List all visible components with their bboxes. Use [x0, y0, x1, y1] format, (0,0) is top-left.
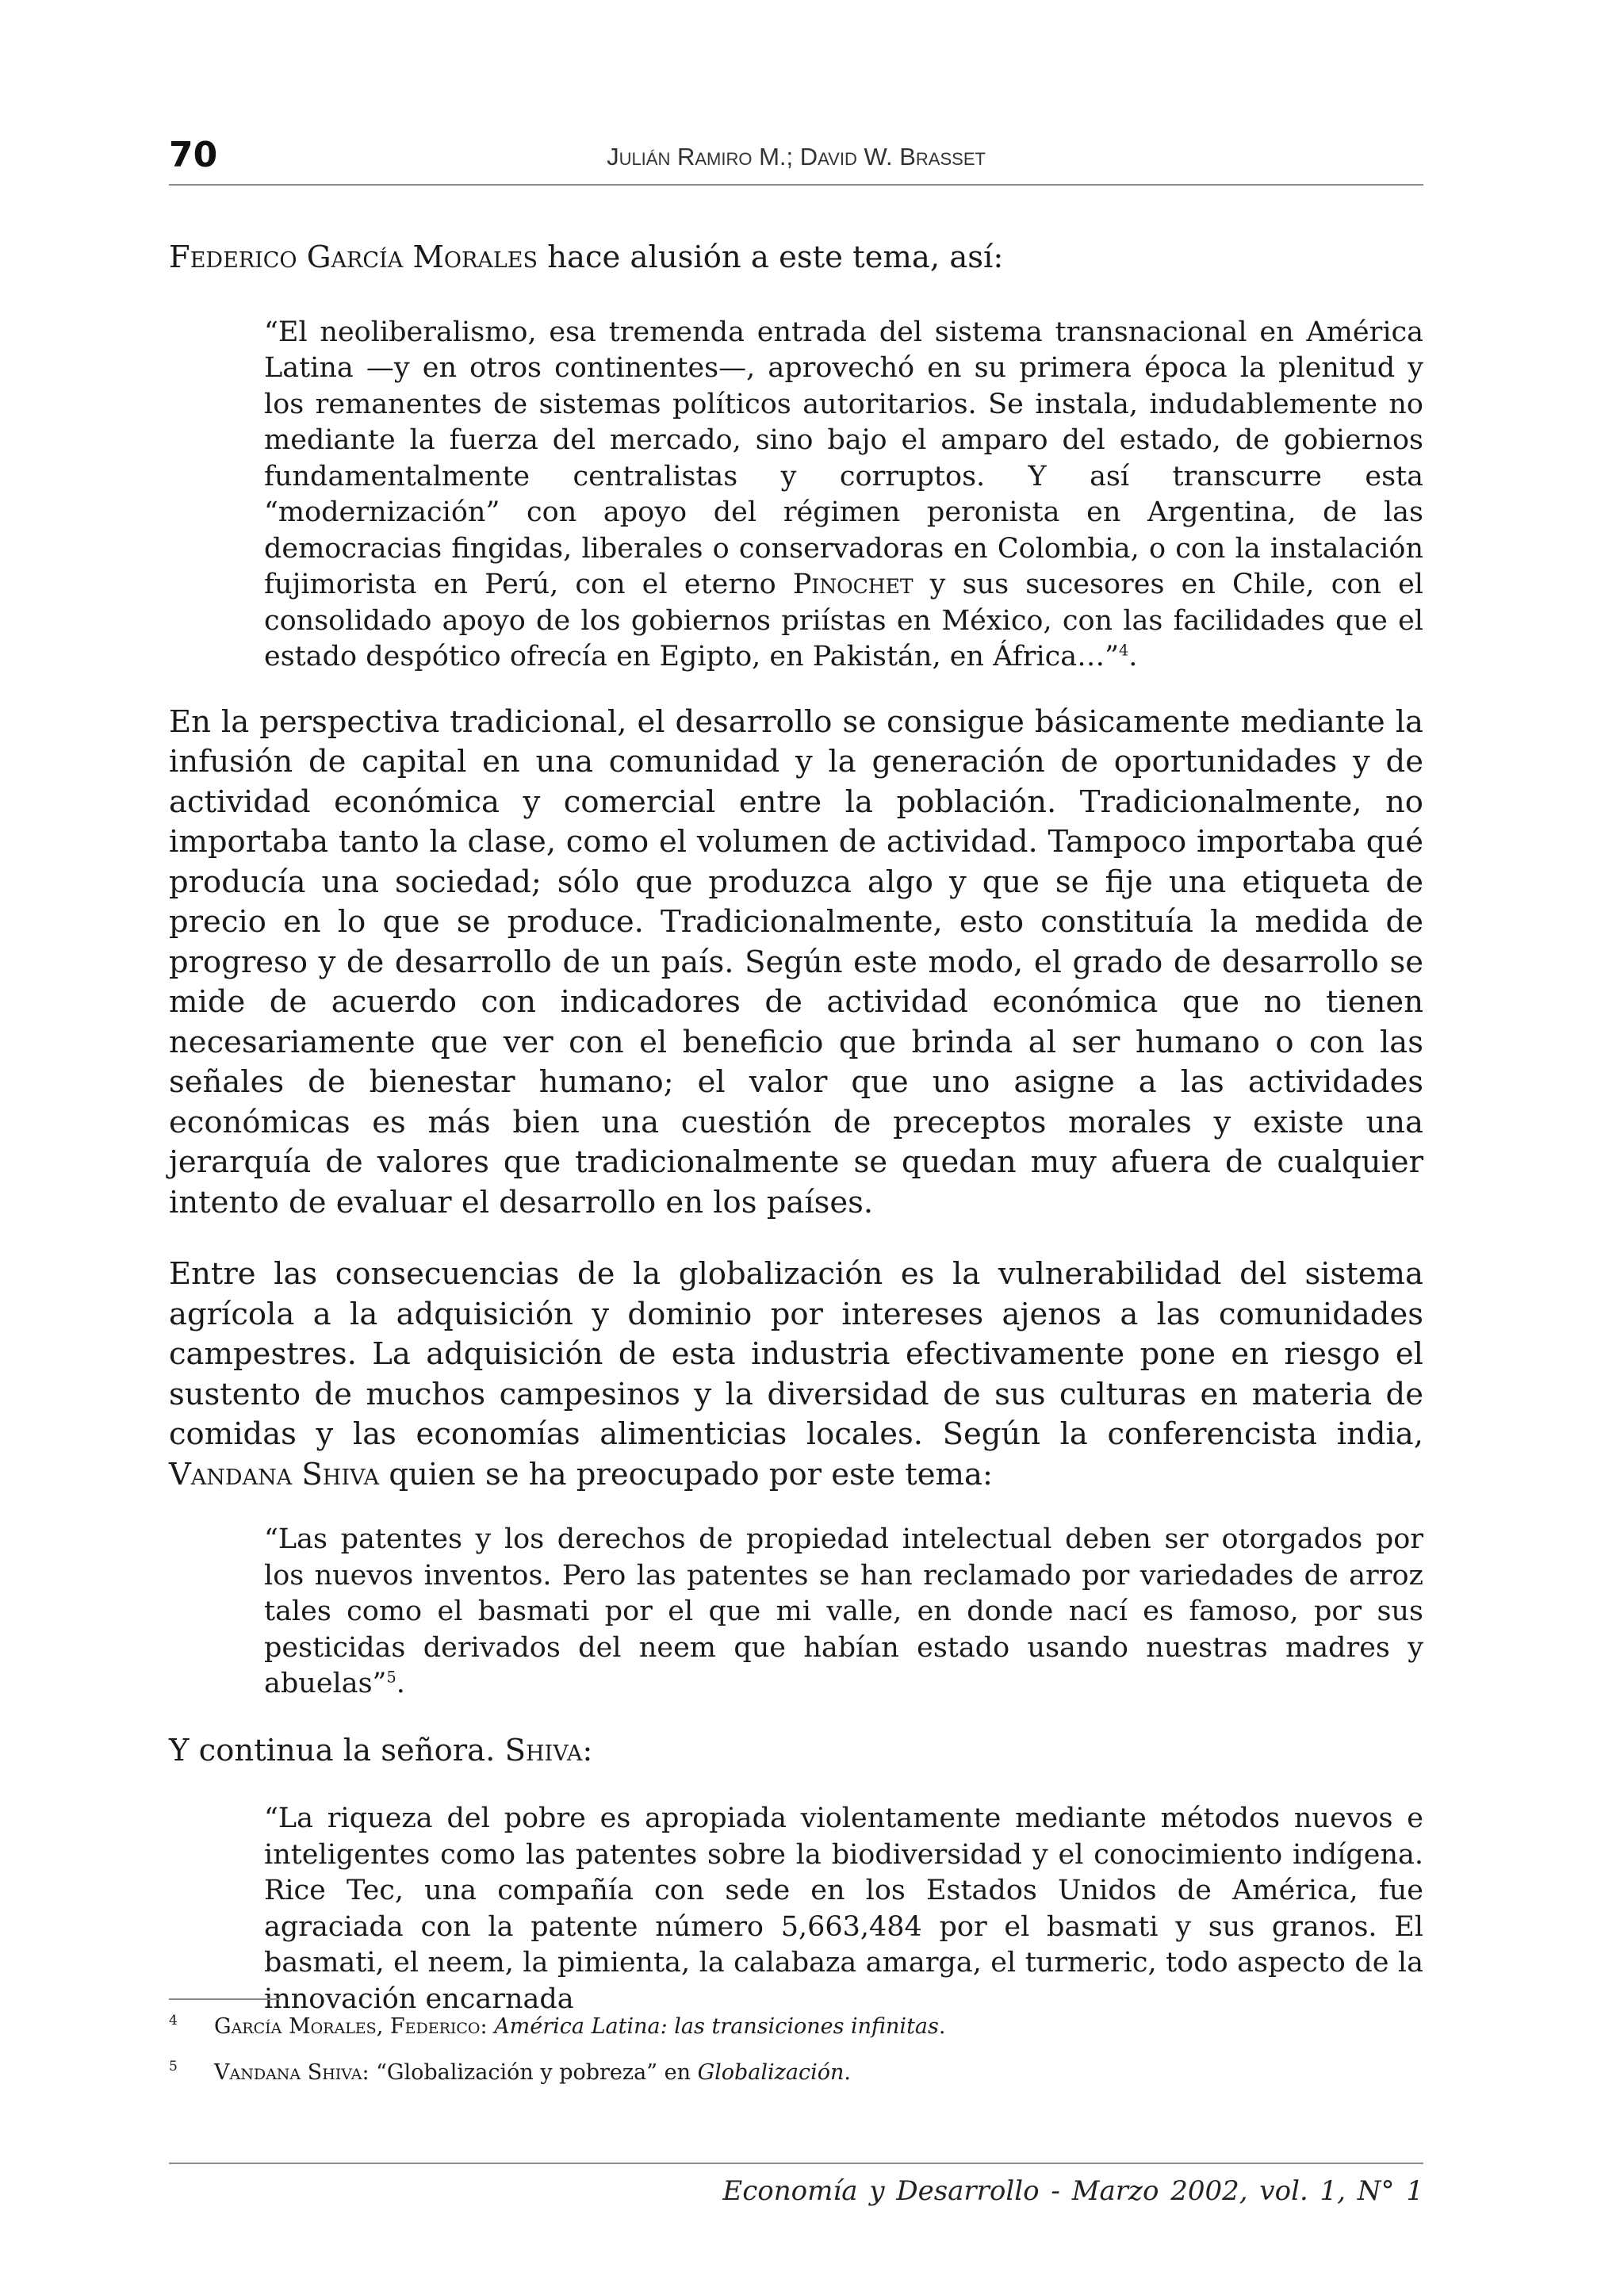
- person-name: Pinochet: [792, 569, 914, 600]
- paragraph-text: Entre las consecuencias de la globalización es la vulnerabilidad del sistema agrícola a la adquisición y dominio por intereses ajenos a las comunidades campestres. La adquisición de esta industria efectivamente pone en riesgo el sustento de muchos campesinos y la diversidad de sus culturas en materia de comidas y las economías alimenticias locales. Según la conferencista india,: [169, 1256, 1423, 1452]
- block-quote: [264, 1522, 1423, 1703]
- punctuation: .: [938, 2014, 946, 2039]
- page-number: 70: [169, 135, 218, 175]
- footnote: [169, 2013, 1423, 2041]
- block-quote: “La riqueza del pobre es apropiada violentamente mediante métodos nuevos e inteligentes como las patentes sobre la biodiversidad y el conocimiento indígena. Rice Tec, una compañía con sede en los Estados Unidos de América, fue agraciada con la patente número 5,663,484 por el basmati y sus granos. El basmati, el neem, la pimienta, la calabaza amarga, el turmeric, todo aspecto de la innovación encarnada: [264, 1803, 1423, 2015]
- footnote-title: América Latina: las transiciones infinitas: [494, 2014, 939, 2039]
- footnote-author: Vandana Shiva: [214, 2060, 362, 2085]
- punctuation: .: [1128, 641, 1138, 672]
- footnote-title: Globalización: [697, 2060, 845, 2085]
- footnote-number: 4: [169, 2013, 178, 2029]
- journal-citation: Economía y Desarrollo - Marzo 2002, vol. 1, N° 1: [722, 2175, 1423, 2207]
- footnote-text: : “Globalización y pobreza” en: [362, 2060, 698, 2085]
- paragraph-text: Y continua la señora.: [169, 1732, 505, 1768]
- footnote-divider: [169, 1998, 280, 2000]
- author-name: Federico García Morales: [169, 239, 538, 275]
- person-name: Shiva: [504, 1732, 583, 1768]
- person-name: Vandana Shiva: [169, 1456, 380, 1492]
- page-header: [169, 127, 1423, 186]
- main-content: [169, 238, 1423, 2017]
- footnote-author: García Morales, Federico: [214, 2014, 481, 2039]
- footnotes: [169, 2013, 1423, 2105]
- running-head: Julián Ramiro M.; David W. Brasset: [607, 143, 986, 170]
- punctuation: .: [396, 1668, 405, 1699]
- footnote-ref[interactable]: 4: [1119, 641, 1129, 660]
- quote-text: y sus sucesores en Chile, con el consolidado apoyo de los gobiernos priístas en México, con las facilidades que el estado despótico ofrecía en Egipto, en Pakistán, en África…”: [264, 569, 1423, 672]
- footnote-number: 5: [169, 2059, 178, 2075]
- quote-text: “El neoliberalismo, esa tremenda entrada del sistema transnacional en América Latina —y en otros continentes—, aprovechó en su primera época la plenitud y los remanentes de sistemas políticos autoritarios. Se instala, indudablemente no mediante la fuerza del mercado, sino bajo el amparo del estado, de gobiernos fundamentalmente centralistas y corruptos. Y así transcurre esta “modernización” con apoyo del régimen peronista en Argentina, de las democracias fingidas, liberales o conservadoras en Colombia, o con la instalación fujimorista en Perú, con el eterno: [264, 316, 1423, 600]
- footnote-text: :: [480, 2014, 495, 2039]
- punctuation: .: [844, 2060, 851, 2085]
- intro-paragraph: [169, 238, 1423, 278]
- body-paragraph: [169, 1255, 1423, 1495]
- quote-text: “Las patentes y los derechos de propiedad intelectual deben ser otorgados por los nuevos inventos. Pero las patentes se han reclamado por variedades de arroz tales como el basmati por el que mi valle, en donde nací es famoso, por sus pesticidas derivados del neem que habían estado usando nuestras madres y abuelas”: [264, 1523, 1423, 1699]
- intro-text: hace alusión a este tema, así:: [537, 239, 1004, 275]
- block-quote: [264, 315, 1423, 676]
- punctuation: :: [582, 1732, 593, 1768]
- paragraph-text: quien se ha preocupado por este tema:: [379, 1456, 993, 1492]
- body-paragraph: En la perspectiva tradicional, el desarrollo se consigue básicamente mediante la infusión de capital en una comunidad y la generación de oportunidades y de actividad económica y comercial entre la población. Tradicionalmente, no importaba tanto la clase, como el volumen de actividad. Tampoco importaba qué producía una sociedad; sólo que produzca algo y que se fije una etiqueta de precio en lo que se produce. Tradicionalmente, esto constituía la medida de progreso y de desarrollo de un país. Según este modo, el grado de desarrollo se mide de acuerdo con indicadores de actividad económica que no tienen necesariamente que ver con el beneficio que brinda al ser humano o con las señales de bienestar humano; el valor que uno asigne a las actividades económicas es más bien una cuestión de preceptos morales y existe una jerarquía de valores que tradicionalmente se quedan muy afuera de cualquier intento de evaluar el desarrollo en los países.: [169, 703, 1423, 1220]
- footnote-ref[interactable]: 5: [386, 1668, 396, 1687]
- body-paragraph: [169, 1731, 1423, 1772]
- footer-divider: [169, 2163, 1423, 2164]
- footnote: [169, 2059, 1423, 2087]
